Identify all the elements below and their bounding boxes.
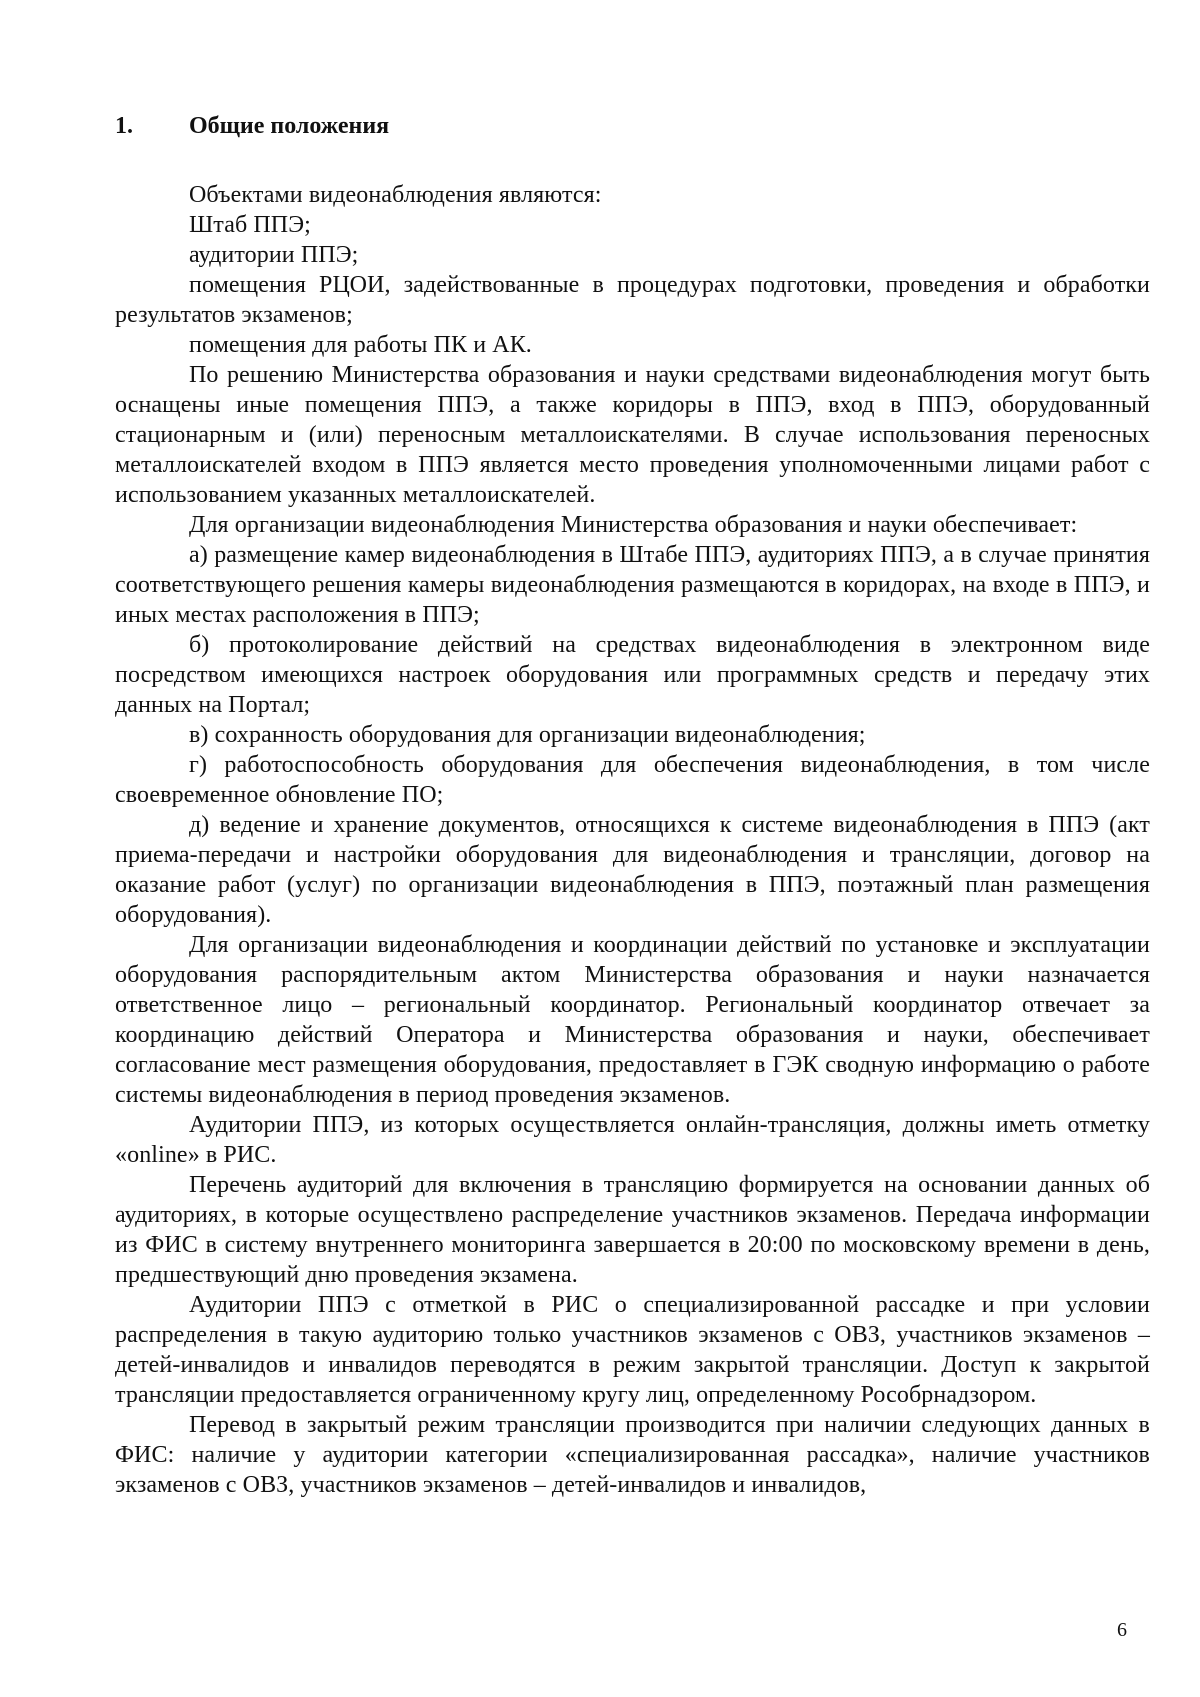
section-number: 1. [115,113,133,139]
paragraph-ministry-provides: Для организации видеонаблюдения Министерства образования и науки обеспечивает: [189,512,1078,538]
paragraph-broadcast-list: Перечень аудиторий для включения в трансляцию формируется на основании данных об аудиториях, в которые осуществлено распределение участников экзаменов. Передача информации из ФИС в систему внутреннего мониторинга завершается в 20:00 по московскому времени в день, предшествующий дню проведения экзамена. [115,1172,1150,1288]
paragraph-closed-broadcast: Аудитории ППЭ с отметкой в РИС о специализированной рассадке и при условии распределения в такую аудиторию только участников экзаменов с ОВЗ, участников экзаменов – детей-инвалидов и инвалидов переводятся в режим закрытой трансляции. Доступ к закрытой трансляции предоставляется ограниченному кругу лиц, определенному Рособрнадзором. [115,1292,1150,1408]
paragraph-online-mark: Аудитории ППЭ, из которых осуществляется онлайн-трансляция, должны иметь отметку «online» в РИС. [115,1112,1150,1168]
page-content [115,112,1150,1500]
list-item-a: а) размещение камер видеонаблюдения в Штабе ППЭ, аудиториях ППЭ, а в случае принятия соответствующего решения камеры видеонаблюдения размещаются в коридорах, на входе в ППЭ, и иных местах расположения в ППЭ; [115,542,1150,628]
paragraph-closed-mode-transfer: Перевод в закрытый режим трансляции производится при наличии следующих данных в ФИС: наличие у аудитории категории «специализированная рассадка», наличие участников экзаменов с ОВЗ, участников экзаменов – детей-инвалидов и инвалидов, [115,1412,1150,1498]
list-item-b: б) протоколирование действий на средствах видеонаблюдения в электронном виде посредством имеющихся настроек оборудования или программных средств и передачу этих данных на Портал; [115,632,1150,718]
paragraph-pk-ak-rooms: помещения для работы ПК и АК. [189,332,532,358]
paragraph-rcoi-rooms: помещения РЦОИ, задействованные в процедурах подготовки, проведения и обработки результатов экзаменов; [115,272,1150,328]
section-title: Общие положения [189,113,390,139]
paragraph-ministry-decision: По решению Министерства образования и науки средствами видеонаблюдения могут быть оснащены иные помещения ППЭ, а также коридоры в ППЭ, вход в ППЭ, оборудованный стационарным и (или) переносным металлоискателями. В случае использования переносных металлоискателей входом в ППЭ является место проведения уполномоченными лицами работ с использованием указанных металлоискателей. [115,362,1150,508]
paragraph-surveillance-objects-intro: Объектами видеонаблюдения являются: [189,182,602,208]
paragraph-regional-coordinator: Для организации видеонаблюдения и координации действий по установке и эксплуатации оборудования распорядительным актом Министерства образования и науки назначается ответственное лицо – региональный координатор. Региональный координатор отвечает за координацию действий Оператора и Министерства образования и науки, обеспечивает согласование мест размещения оборудования, предоставляет в ГЭК сводную информацию о работе системы видеонаблюдения в период проведения экзаменов. [115,932,1150,1108]
section-heading [115,112,1150,140]
page-number: 6 [1117,1619,1127,1641]
list-item-d: д) ведение и хранение документов, относящихся к системе видеонаблюдения в ППЭ (акт приема-передачи и настройки оборудования для видеонаблюдения и трансляции, договор на оказание работ (услуг) по организации видеонаблюдения в ППЭ, поэтажный план размещения оборудования). [115,812,1150,928]
list-item-v: в) сохранность оборудования для организации видеонаблюдения; [189,722,866,748]
paragraph-headquarters: Штаб ППЭ; [189,212,311,238]
paragraph-classrooms: аудитории ППЭ; [189,242,359,268]
list-item-g: г) работоспособность оборудования для обеспечения видеонаблюдения, в том числе своевременное обновление ПО; [115,752,1150,808]
